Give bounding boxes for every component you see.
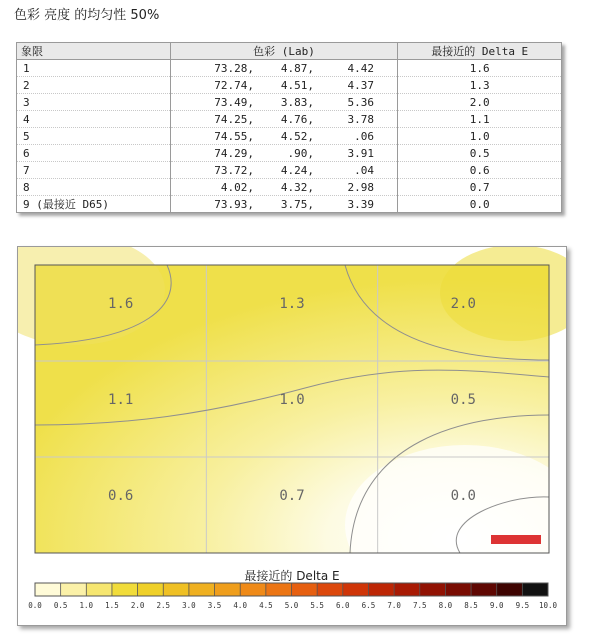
legend-tick-label: 4.5 xyxy=(259,601,273,610)
heatmap-cell-label: 0.5 xyxy=(450,392,476,408)
heatmap-cell-label: 1.1 xyxy=(108,392,134,408)
legend-swatch xyxy=(368,583,394,596)
lab-a: 3.83, xyxy=(280,95,314,109)
cell-delta-e: 0.7 xyxy=(398,179,562,196)
page-title: 色彩 亮度 的均匀性 50% xyxy=(14,8,160,23)
header-quadrant: 象限 xyxy=(17,43,171,60)
cell-lab xyxy=(170,94,398,111)
legend-tick-label: 3.0 xyxy=(182,601,196,610)
legend-swatch xyxy=(394,583,420,596)
cell-delta-e: 0.0 xyxy=(398,196,562,213)
reference-marker xyxy=(491,535,541,544)
lab-l: 4.02, xyxy=(220,180,254,194)
lab-a: 4.76, xyxy=(280,112,314,126)
legend-tick-label: 4.0 xyxy=(233,601,247,610)
cell-quadrant: 3 xyxy=(17,94,171,111)
legend-tick-label: 2.5 xyxy=(156,601,171,610)
table-row xyxy=(17,162,562,179)
legend-swatch xyxy=(471,583,497,596)
table-row xyxy=(17,128,562,145)
legend-swatch xyxy=(240,583,266,596)
cell-quadrant: 8 xyxy=(17,179,171,196)
lab-l: 73.93, xyxy=(214,197,254,211)
cell-quadrant: 4 xyxy=(17,111,171,128)
lab-l: 74.29, xyxy=(214,146,254,160)
heatmap-cell-label: 1.3 xyxy=(279,296,305,312)
legend-tick-label: 0.5 xyxy=(53,601,68,610)
legend-swatch xyxy=(215,583,241,596)
lab-l: 72.74, xyxy=(214,78,254,92)
cell-quadrant: 5 xyxy=(17,128,171,145)
cell-quadrant: 6 xyxy=(17,145,171,162)
lab-b: 3.39 xyxy=(347,197,374,211)
legend-swatch xyxy=(317,583,343,596)
lab-b: 3.78 xyxy=(347,112,374,126)
lab-b: 5.36 xyxy=(347,95,374,109)
lab-b: .06 xyxy=(354,129,374,143)
legend-swatch xyxy=(163,583,189,596)
legend-tick-label: 1.0 xyxy=(79,601,94,610)
legend-tick-label: 1.5 xyxy=(105,601,119,610)
lab-a: 4.32, xyxy=(280,180,314,194)
legend-tick-label: 7.5 xyxy=(412,601,427,610)
legend-swatch xyxy=(420,583,446,596)
table-row xyxy=(17,196,562,213)
legend-swatch xyxy=(86,583,112,596)
cell-quadrant: 2 xyxy=(17,77,171,94)
lab-b: 2.98 xyxy=(347,180,374,194)
lab-b: 4.42 xyxy=(347,61,374,75)
lab-table xyxy=(16,42,562,213)
header-delta-e: 最接近的 Delta E xyxy=(398,43,562,60)
table-row xyxy=(17,94,562,111)
heatmap-cell-label: 2.0 xyxy=(450,296,476,312)
legend-swatch xyxy=(138,583,164,596)
legend-tick-label: 8.0 xyxy=(438,601,453,610)
legend-tick-label: 10.0 xyxy=(538,601,558,610)
lab-b: 4.37 xyxy=(347,78,374,92)
legend-tick-label: 9.5 xyxy=(515,601,530,610)
legend-tick-label: 7.0 xyxy=(387,601,401,610)
cell-quadrant: 7 xyxy=(17,162,171,179)
lab-a: 4.24, xyxy=(280,163,314,177)
lab-l: 73.49, xyxy=(214,95,254,109)
cell-lab xyxy=(170,60,398,77)
cell-lab xyxy=(170,77,398,94)
legend-tick-label: 6.0 xyxy=(336,601,350,610)
heatmap-cell-label: 0.7 xyxy=(279,488,305,504)
legend-swatch xyxy=(61,583,87,596)
lab-a: .90, xyxy=(287,146,314,160)
lab-a: 4.52, xyxy=(280,129,314,143)
legend-tick-label: 5.0 xyxy=(284,601,299,610)
cell-delta-e: 0.5 xyxy=(398,145,562,162)
legend-swatch xyxy=(522,583,548,596)
cell-delta-e: 1.0 xyxy=(398,128,562,145)
cell-quadrant: 1 xyxy=(17,60,171,77)
legend-tick-label: 2.0 xyxy=(130,601,145,610)
uniformity-chart-panel xyxy=(17,246,567,626)
legend-swatch xyxy=(266,583,292,596)
cell-lab xyxy=(170,145,398,162)
legend-tick-label: 0.0 xyxy=(28,601,42,610)
legend-tick-label: 6.5 xyxy=(361,601,376,610)
legend-title: 最接近的 Delta E xyxy=(244,569,340,583)
legend-tick-label: 3.5 xyxy=(207,601,222,610)
legend-tick-label: 5.5 xyxy=(310,601,324,610)
cell-quadrant: 9 (最接近 D65) xyxy=(17,196,171,213)
cell-lab xyxy=(170,128,398,145)
legend-tick-label: 9.0 xyxy=(489,601,504,610)
legend-swatch xyxy=(189,583,215,596)
cell-delta-e: 0.6 xyxy=(398,162,562,179)
legend-tick-label: 8.5 xyxy=(464,601,478,610)
cell-lab xyxy=(170,111,398,128)
cell-delta-e: 1.6 xyxy=(398,60,562,77)
lab-a: 3.75, xyxy=(280,197,314,211)
legend-swatch xyxy=(445,583,471,596)
table-row xyxy=(17,111,562,128)
header-lab: 色彩 (Lab) xyxy=(170,43,398,60)
table-row xyxy=(17,60,562,77)
cell-lab xyxy=(170,179,398,196)
legend-swatch xyxy=(343,583,369,596)
table-row xyxy=(17,179,562,196)
table-row xyxy=(17,145,562,162)
cell-lab xyxy=(170,162,398,179)
lab-l: 73.72, xyxy=(214,163,254,177)
heatmap-cell-label: 1.6 xyxy=(108,296,134,312)
lab-b: .04 xyxy=(354,163,374,177)
lab-l: 73.28, xyxy=(214,61,254,75)
lab-a: 4.87, xyxy=(280,61,314,75)
legend-swatch xyxy=(497,583,523,596)
table-row xyxy=(17,77,562,94)
cell-lab xyxy=(170,196,398,213)
legend-swatch xyxy=(292,583,318,596)
heatmap-cell-label: 0.0 xyxy=(450,488,476,504)
heatmap-cell-label: 1.0 xyxy=(279,392,305,408)
lab-b: 3.91 xyxy=(347,146,374,160)
lab-l: 74.25, xyxy=(214,112,254,126)
lab-a: 4.51, xyxy=(280,78,314,92)
cell-delta-e: 1.1 xyxy=(398,111,562,128)
cell-delta-e: 2.0 xyxy=(398,94,562,111)
legend-swatch xyxy=(35,583,61,596)
cell-delta-e: 1.3 xyxy=(398,77,562,94)
legend-swatch xyxy=(112,583,138,596)
lab-l: 74.55, xyxy=(214,129,254,143)
heatmap-cell-label: 0.6 xyxy=(108,488,134,504)
